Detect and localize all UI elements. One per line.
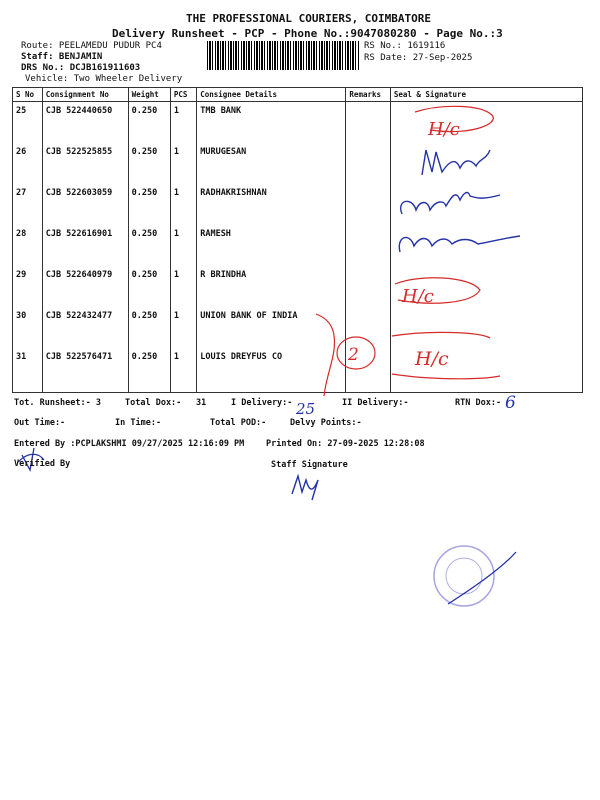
cell-consignment: CJB 522616901 xyxy=(42,225,128,266)
total-pod-label: Total POD:- xyxy=(210,418,267,428)
cell-pcs: 1 xyxy=(170,307,196,348)
entered-by: Entered By :PCPLAKSHMI 09/27/2025 12:16:09 PM xyxy=(14,439,245,449)
ii-delivery-label: II Delivery:- xyxy=(342,398,409,408)
staff-signature-mark xyxy=(292,476,318,500)
svg-text:2: 2 xyxy=(348,345,359,365)
blue-signature-row28 xyxy=(399,236,520,252)
cell-pcs: 1 xyxy=(170,348,196,393)
rtn-dox-label: RTN Dox:- xyxy=(455,398,502,408)
cell-consignee: UNION BANK OF INDIA xyxy=(197,307,346,348)
cell-pcs: 1 xyxy=(170,102,196,144)
printed-on: Printed On: 27-09-2025 12:28:08 xyxy=(266,439,425,449)
col-weight: Weight xyxy=(128,88,170,102)
rs-date: RS Date: 27-Sep-2025 xyxy=(364,53,473,63)
i-delivery-label: I Delivery:- xyxy=(231,398,293,408)
cell-weight: 0.250 xyxy=(128,266,170,307)
runsheet-title: Delivery Runsheet - PCP - Phone No.:9047080280 - Page No.:3 xyxy=(112,27,503,40)
out-time-label: Out Time:- xyxy=(14,418,66,428)
cell-sno: 27 xyxy=(13,184,43,225)
i-delivery-handwritten: 25 xyxy=(296,400,316,418)
cell-consignee: R BRINDHA xyxy=(197,266,346,307)
cell-sno: 26 xyxy=(13,143,43,184)
cell-consignee: RAMESH xyxy=(197,225,346,266)
red-bracket xyxy=(316,314,334,396)
col-seal-signature: Seal & Signature xyxy=(390,88,582,102)
in-time-label: In Time:- xyxy=(115,418,162,428)
cell-weight: 0.250 xyxy=(128,184,170,225)
cell-weight: 0.250 xyxy=(128,307,170,348)
total-dox-value: 31 xyxy=(196,398,207,408)
cell-weight: 0.250 xyxy=(128,102,170,144)
rtn-dox-handwritten: 6 xyxy=(505,393,516,413)
cell-pcs: 1 xyxy=(170,184,196,225)
blue-signature-row26 xyxy=(422,150,490,175)
hc-text-3: H/c xyxy=(415,348,449,370)
col-sno: S No xyxy=(13,88,43,102)
cell-consignment: CJB 522440650 xyxy=(42,102,128,144)
cell-sno: 25 xyxy=(13,102,43,144)
cell-pcs: 1 xyxy=(170,266,196,307)
cell-sno: 28 xyxy=(13,225,43,266)
cell-pcs: 1 xyxy=(170,225,196,266)
total-dox-label: Total Dox:- xyxy=(125,398,182,408)
col-consignee: Consignee Details xyxy=(197,88,346,102)
cell-sno: 30 xyxy=(13,307,43,348)
verified-by-label: Verified By xyxy=(14,459,71,469)
red-hc-mark-2 xyxy=(395,278,480,307)
hc-text-2: H/c xyxy=(402,286,434,307)
cell-weight: 0.250 xyxy=(128,348,170,393)
staff-signature-label: Staff Signature xyxy=(271,460,348,470)
hc-text-1: H/c xyxy=(428,119,460,140)
vehicle-label: Vehicle: Two Wheeler Delivery xyxy=(25,74,183,84)
cell-consignment: CJB 522525855 xyxy=(42,143,128,184)
col-consignment: Consignment No xyxy=(42,88,128,102)
circled-number xyxy=(337,337,375,369)
cell-pcs: 1 xyxy=(170,143,196,184)
col-remarks: Remarks xyxy=(346,88,390,102)
rs-number: RS No.: 1619116 xyxy=(364,41,446,51)
cell-sno: 31 xyxy=(13,348,43,393)
blue-signature-row27 xyxy=(401,193,500,214)
cell-consignee: RADHAKRISHNAN xyxy=(197,184,346,225)
tot-runsheet: Tot. Runsheet:- 3 xyxy=(14,398,101,408)
delvy-points-label: Delvy Points:- xyxy=(290,418,362,428)
cell-consignee: TMB BANK xyxy=(197,102,346,144)
company-title: THE PROFESSIONAL COURIERS, COIMBATORE xyxy=(186,12,432,25)
red-hc-mark-3 xyxy=(392,332,500,378)
company-stamp xyxy=(434,546,516,606)
route-label: Route: PEELAMEDU PUDUR PC4 xyxy=(21,41,162,51)
cell-weight: 0.250 xyxy=(128,225,170,266)
cell-consignment: CJB 522432477 xyxy=(42,307,128,348)
staff-label: Staff: BENJAMIN xyxy=(21,52,103,62)
cell-consignment: CJB 522640979 xyxy=(42,266,128,307)
cell-consignment: CJB 522603059 xyxy=(42,184,128,225)
cell-consignee: MURUGESAN xyxy=(197,143,346,184)
cell-sno: 29 xyxy=(13,266,43,307)
cell-consignee: LOUIS DREYFUS CO xyxy=(197,348,346,393)
drs-label: DRS No.: DCJB161911603 xyxy=(21,63,141,73)
col-pcs: PCS xyxy=(170,88,196,102)
cell-weight: 0.250 xyxy=(128,143,170,184)
red-hc-mark-1 xyxy=(415,106,493,140)
cell-consignment: CJB 522576471 xyxy=(42,348,128,393)
